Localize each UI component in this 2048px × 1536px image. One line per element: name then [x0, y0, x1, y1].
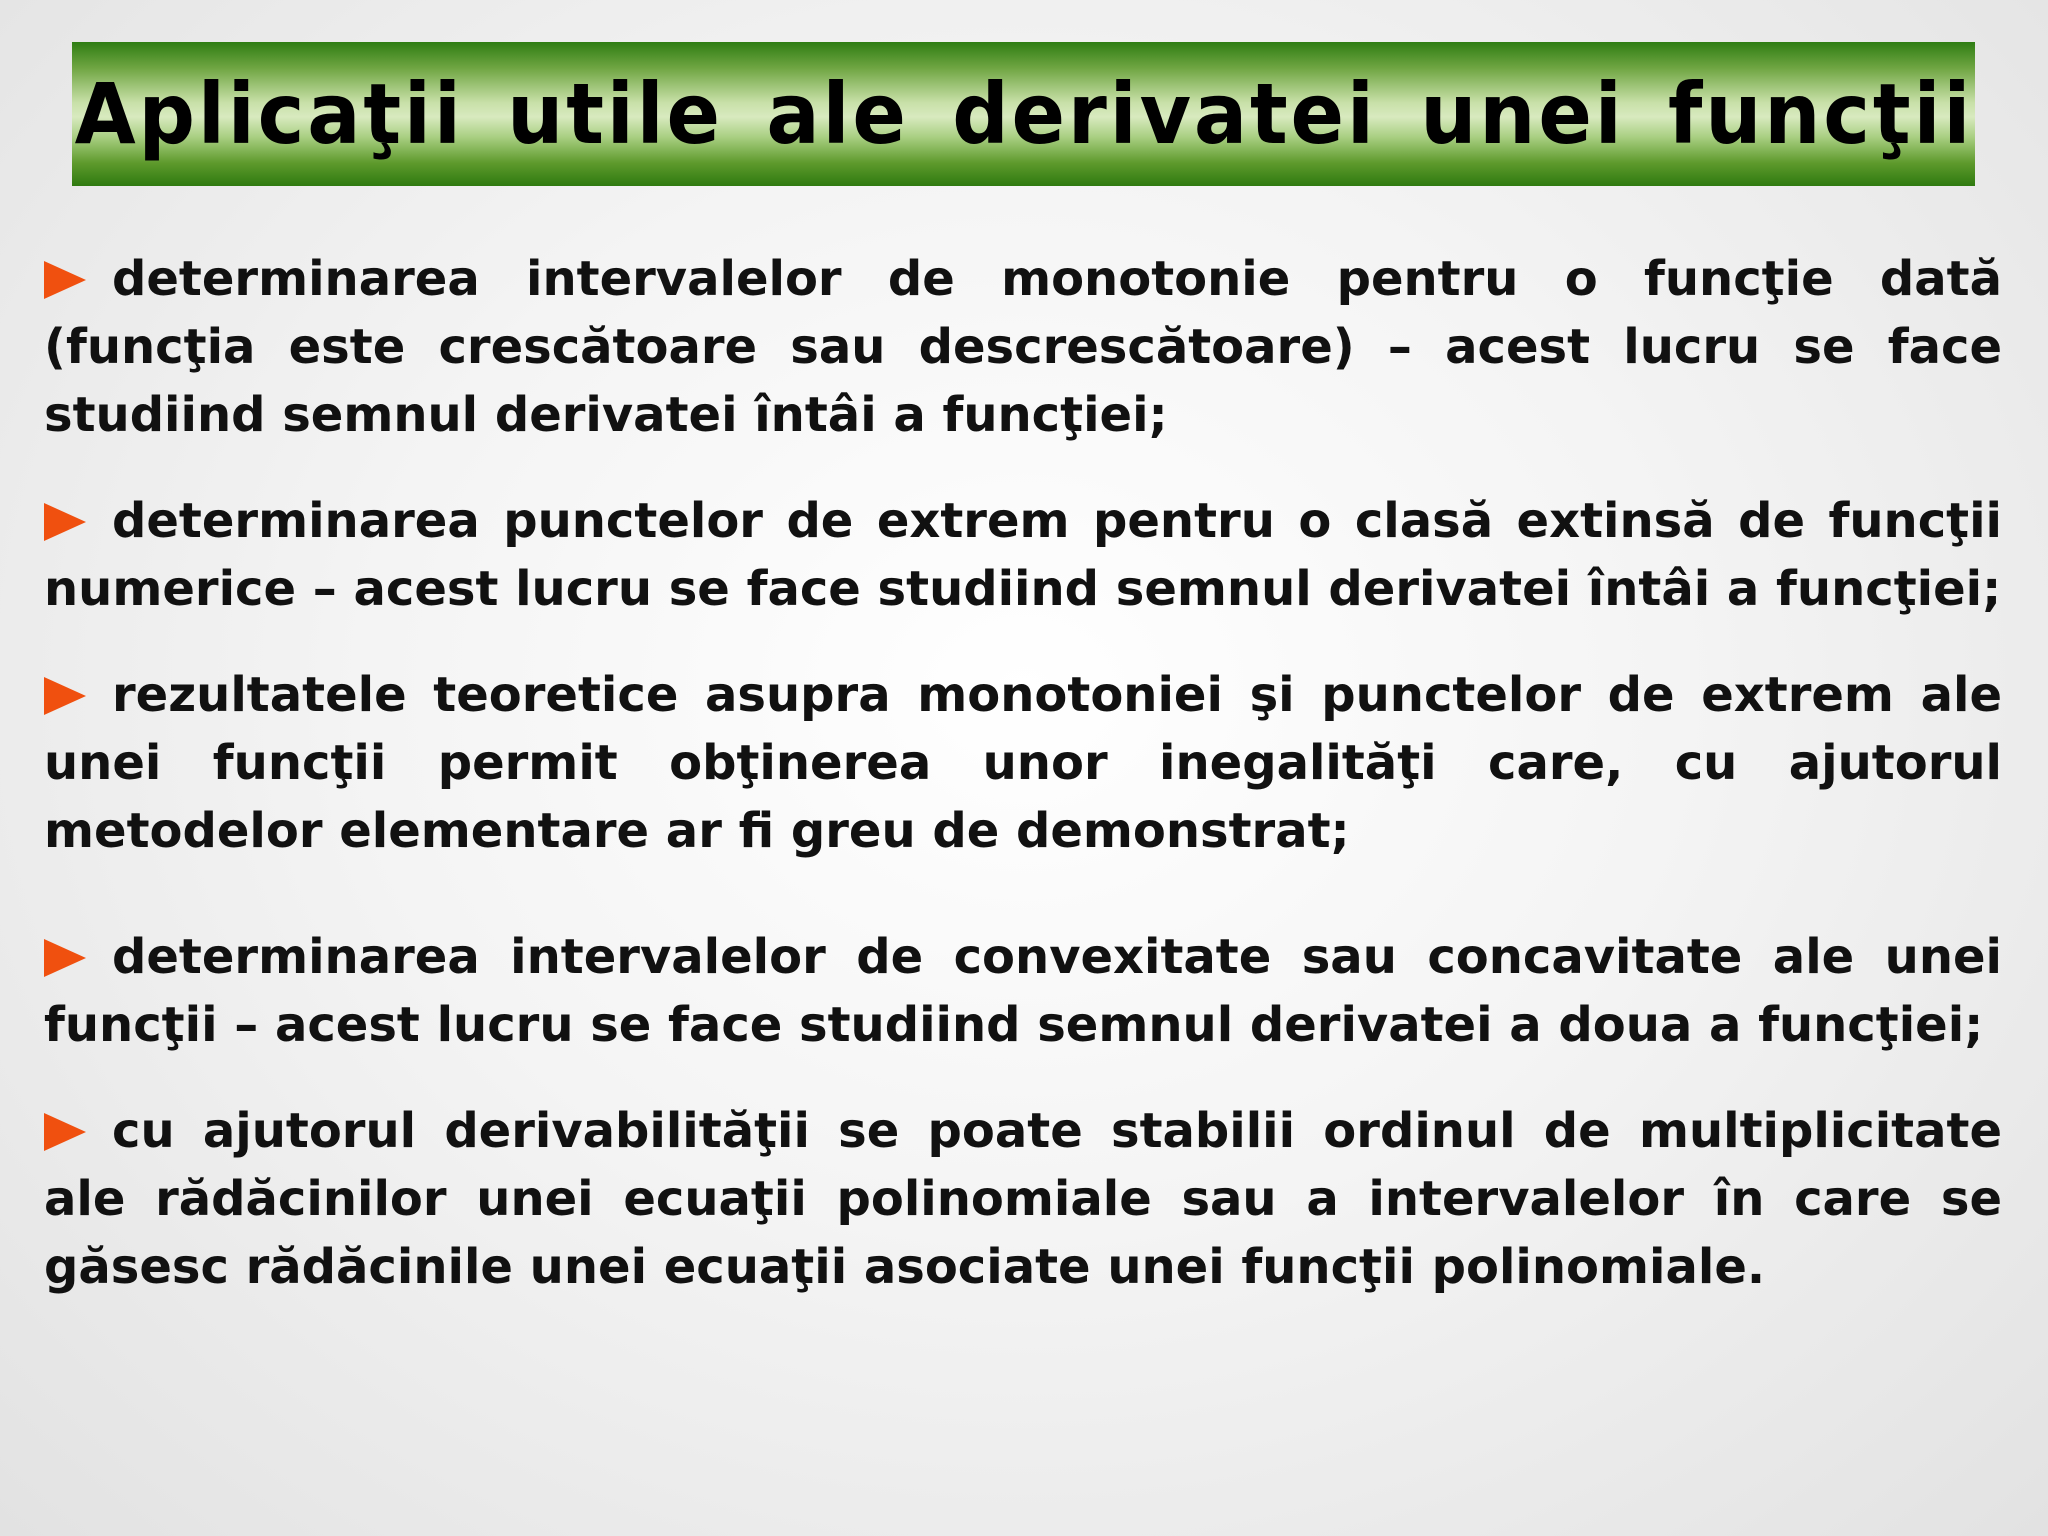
bullet-item [44, 923, 2002, 1059]
bullet-item [44, 1097, 2002, 1301]
bullet-list [44, 245, 2002, 1301]
slide-title: Aplicaţii utile ale derivatei unei funcţii [74, 65, 1973, 163]
bullet-item [44, 487, 2002, 623]
triangle-right-icon [44, 503, 86, 541]
bullet-text: determinarea intervalelor de convexitate sau concavitate ale unei funcţii – acest lucru se face studiind semnul derivatei a doua a funcţiei; [44, 929, 2002, 1053]
bullet-item [44, 245, 2002, 449]
triangle-right-icon [44, 939, 86, 977]
triangle-right-icon [44, 1113, 86, 1151]
triangle-right-icon [44, 677, 86, 715]
title-banner [72, 42, 1975, 186]
bullet-text: rezultatele teoretice asupra monotoniei şi punctelor de extrem ale unei funcţii permit obţinerea unor inegalităţi care, cu ajutorul metodelor elementare ar fi greu de demonstrat; [44, 667, 2002, 859]
bullet-item [44, 661, 2002, 865]
bullet-text: cu ajutorul derivabilităţii se poate stabilii ordinul de multiplicitate ale rădăcinilor unei ecuaţii polinomiale sau a intervalelor în care se găsesc rădăcinile unei ecuaţii asociate unei funcţii polinomiale. [44, 1103, 2002, 1295]
bullet-text: determinarea intervalelor de monotonie pentru o funcţie dată (funcţia este crescătoare sau descrescătoare) – acest lucru se face studiind semnul derivatei întâi a funcţiei; [44, 251, 2002, 443]
triangle-right-icon [44, 261, 86, 299]
bullet-text: determinarea punctelor de extrem pentru o clasă extinsă de funcţii numerice – acest lucru se face studiind semnul derivatei întâi a funcţiei; [44, 493, 2002, 617]
